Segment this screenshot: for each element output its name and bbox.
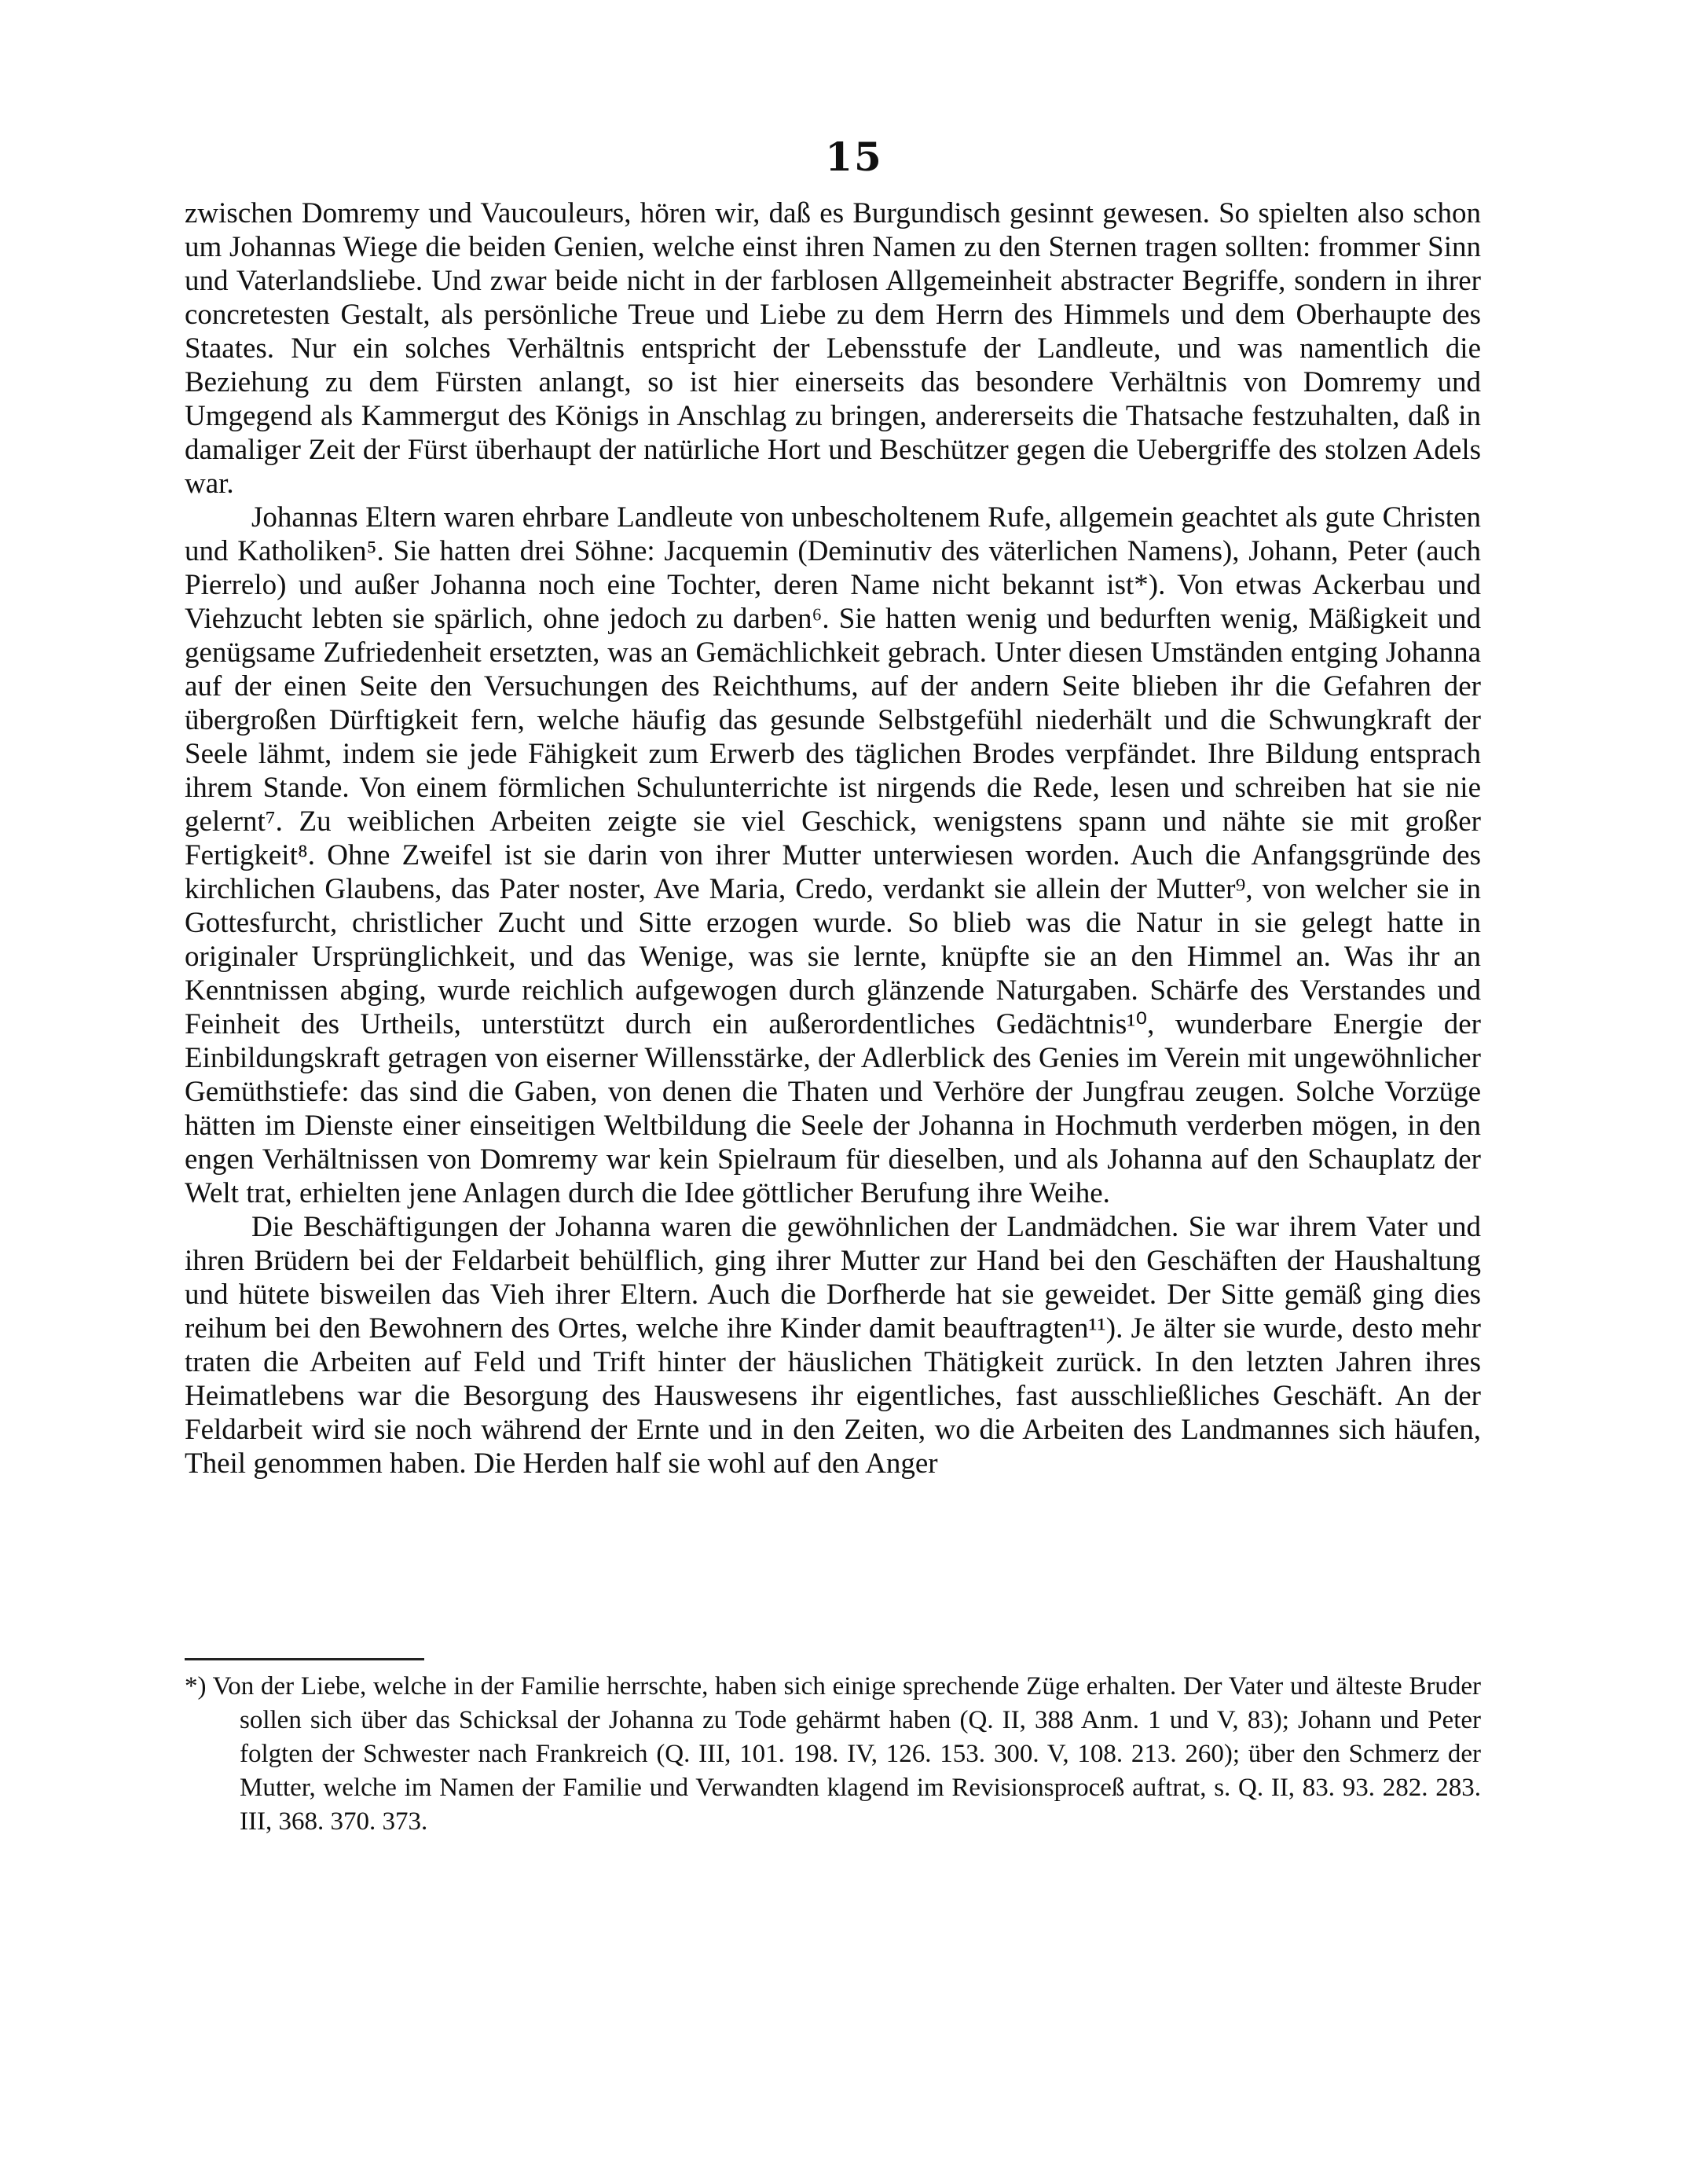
paragraph-2: Johannas Eltern waren ehrbare Landleute von unbescholtenem Rufe, allgemein geachtet als gute Christen und Katholiken⁵. Sie hatten drei Söhne: Jacquemin (Deminutiv des väterlichen Namens), Johann, Peter (auch Pierrelo) und außer Johanna noch eine Tochter, deren Name nicht bekannt ist*). Von etwas Ackerbau und Viehzucht lebten sie spärlich, ohne jedoch zu darben⁶. Sie hatten wenig und bedurften wenig, Mäßigkeit und genügsame Zufriedenheit ersetzten, was an Gemächlichkeit gebrach. Unter diesen Umständen entging Johanna auf der einen Seite den Versuchungen des Reichthums, auf der andern Seite blieben ihr die Gefahren der übergroßen Dürftigkeit fern, welche häufig das gesunde Selbstgefühl niederhält und die Schwungkraft der Seele lähmt, indem sie jede Fähigkeit zum Erwerb des täglichen Brodes verpfändet. Ihre Bildung entsprach ihrem Stande. Von einem förmlichen Schulunterrichte ist nirgends die Rede, lesen und schreiben hat sie nie gelernt⁷. Zu weiblichen Arbeiten zeigte sie viel Geschick, wenigstens spann und nähte sie mit großer Fertigkeit⁸. Ohne Zweifel ist sie darin von ihrer Mutter unterwiesen worden. Auch die Anfangsgründe des kirchlichen Glaubens, das Pater noster, Ave Maria, Credo, verdankt sie allein der Mutter⁹, von welcher sie in Gottesfurcht, christlicher Zucht und Sitte erzogen wurde. So blieb was die Natur in sie gelegt hatte in originaler Ursprünglichkeit, und das Wenige, was sie lernte, knüpfte sie an den Himmel an. Was ihr an Kenntnissen abging, wurde reichlich aufgewogen durch glänzende Naturgaben. Schärfe des Verstandes und Feinheit des Urtheils, unterstützt durch ein außerordentliches Gedächtnis¹⁰, wunderbare Energie der Einbildungskraft getragen von eiserner Willensstärke, der Adlerblick des Genies im Verein mit ungewöhnlicher Gemüthstiefe: das sind die Gaben, von denen die Thaten und Verhöre der Jungfrau zeugen. Solche Vorzüge hätten im Dienste einer einseitigen Weltbildung die Seele der Johanna in Hochmuth verderben mögen, in den engen Verhältnissen von Domremy war kein Spielraum für dieselben, und als Johanna auf den Schauplatz der Welt trat, erhielten jene Anlagen durch die Idee göttlicher Berufung ihre Weihe.	[185, 501, 1481, 1209]
paragraph-1: zwischen Domremy und Vaucouleurs, hören wir, daß es Burgundisch gesinnt gewesen. So spielten also schon um Johannas Wiege die beiden Genien, welche einst ihren Namen zu den Sternen tragen sollten: frommer Sinn und Vaterlandsliebe. Und zwar beide nicht in der farblosen Allgemeinheit abstracter Begriffe, sondern in ihrer concretesten Gestalt, als persönliche Treue und Liebe zu dem Herrn des Himmels und dem Oberhaupte des Staates. Nur ein solches Verhältnis entspricht der Lebensstufe der Landleute, und was namentlich die Beziehung zu dem Fürsten anlangt, so ist hier einerseits das besondere Verhältnis von Domremy und Umgegend als Kammergut des Königs in Anschlag zu bringen, andererseits die Thatsache festzuhalten, daß in damaliger Zeit der Fürst überhaupt der natürliche Hort und Beschützer gegen die Uebergriffe des stolzen Adels war.	[185, 197, 1481, 500]
footnote-divider	[185, 1658, 424, 1660]
body-text	[185, 196, 1481, 1480]
paragraph-3: Die Beschäftigungen der Johanna waren die gewöhnlichen der Landmädchen. Sie war ihrem Vater und ihren Brüdern bei der Feldarbeit behülflich, ging ihrer Mutter zur Hand bei den Geschäften der Haushaltung und hütete bisweilen das Vieh ihrer Eltern. Auch die Dorfherde hat sie geweidet. Der Sitte gemäß ging dies reihum bei den Bewohnern des Ortes, welche ihre Kinder damit beauftragten¹¹). Je älter sie wurde, desto mehr traten die Arbeiten auf Feld und Trift hinter der häuslichen Thätigkeit zurück. In den letzten Jahren ihres Heimatlebens war die Besorgung des Hauswesens ihr eigentliches, fast ausschließliches Geschäft. An der Feldarbeit wird sie noch während der Ernte und in den Zeiten, wo die Arbeiten des Landmannes sich häufen, Theil genommen haben. Die Herden half sie wohl auf den Anger	[185, 1211, 1481, 1480]
footnote: *) Von der Liebe, welche in der Familie herrschte, haben sich einige sprechende Züge erhalten. Der Vater und älteste Bruder sollen sich über das Schicksal der Johanna zu Tode gehärmt haben (Q. II, 388 Anm. 1 und V, 83); Johann und Peter folgten der Schwester nach Frankreich (Q. III, 101. 198. IV, 126. 153. 300. V, 108. 213. 260); über den Schmerz der Mutter, welche im Namen der Familie und Verwandten klagend im Revisionsproceß auftrat, s. Q. II, 83. 93. 282. 283. III, 368. 370. 373.	[185, 1672, 1481, 1836]
page-number: 15	[825, 134, 883, 180]
